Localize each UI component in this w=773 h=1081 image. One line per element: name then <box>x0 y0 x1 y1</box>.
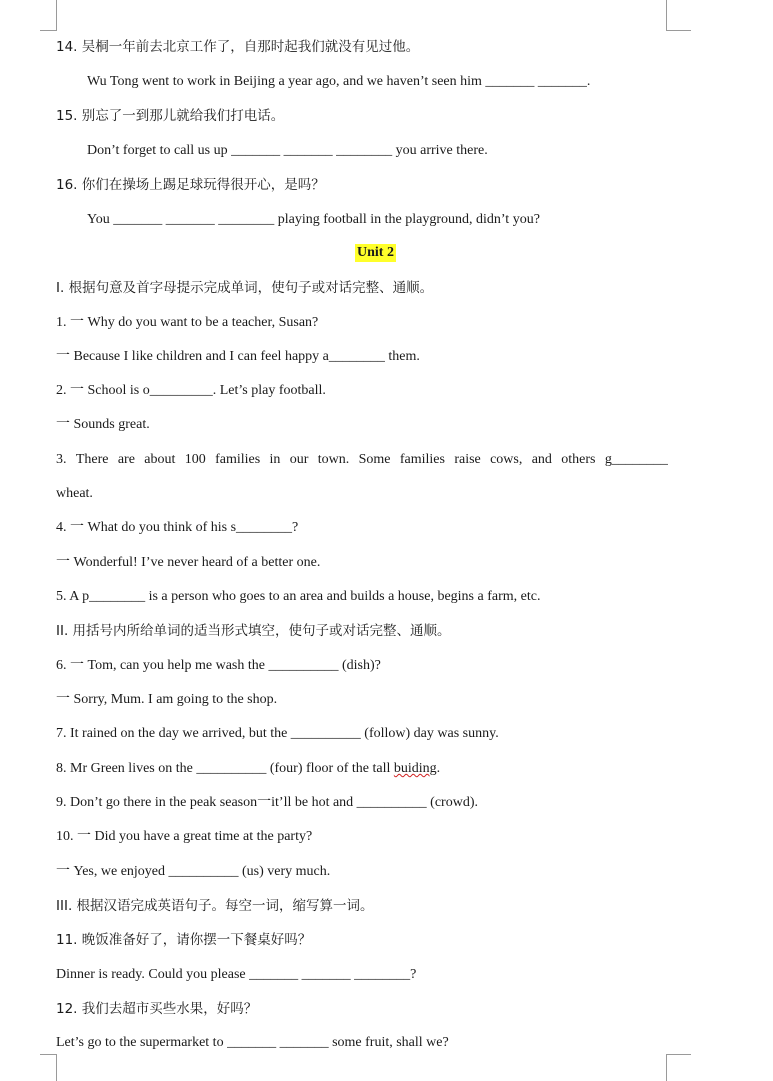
q3-word: families <box>399 452 445 467</box>
q12-english: Let’s go to the supermarket to _______ _______ some fruit, shall we? <box>56 1035 449 1050</box>
q3-word: town. <box>317 452 350 467</box>
q15-english: Don’t forget to call us up _______ _______ ________ you arrive there. <box>87 143 488 158</box>
crop-mark-top-left <box>40 0 57 31</box>
q6-line1: 6. 一 Tom, can you help me wash the __________ (dish)? <box>56 658 381 673</box>
q3-word: families <box>215 452 261 467</box>
q2-line2: 一 Sounds great. <box>56 417 150 432</box>
q9-line: 9. Don’t go there in the peak season一it’ll be hot and __________ (crowd). <box>56 795 478 810</box>
q11-chinese: 11. 晚饭准备好了，请你摆一下餐桌好吗？ <box>56 932 312 948</box>
q3-word: g________ <box>604 452 668 467</box>
q8-text: 8. Mr Green lives on the __________ (four) floor of the tall <box>56 761 394 776</box>
q15-chinese: 15. 别忘了一到那儿就给我们打电话。 <box>56 108 285 124</box>
q2-line1: 2. 一 School is o_________. Let’s play football. <box>56 383 326 398</box>
q3-word: Some <box>358 452 391 467</box>
q3-word: others <box>561 452 596 467</box>
q3-word: cows, <box>490 452 523 467</box>
q10-line2: 一 Yes, we enjoyed __________ (us) very much. <box>56 864 331 879</box>
unit-title: Unit 2 <box>357 245 394 260</box>
q10-line1: 10. 一 Did you have a great time at the party? <box>56 829 313 844</box>
q3-word: are <box>117 452 135 467</box>
q3-word: 100 <box>184 452 206 467</box>
crop-mark-bottom-left <box>40 1054 57 1081</box>
q7-line: 7. It rained on the day we arrived, but the __________ (follow) day was sunny. <box>56 726 499 741</box>
q3-line1 <box>56 451 668 469</box>
q12-chinese: 12. 我们去超市买些水果，好吗？ <box>56 1001 258 1017</box>
part1-heading: I. 根据句意及首字母提示完成单词，使句子或对话完整、通顺。 <box>56 280 434 296</box>
q1-line1: 1. 一 Why do you want to be a teacher, Susan? <box>56 315 319 330</box>
part3-heading: III. 根据汉语完成英语句子。每空一词，缩写算一词。 <box>56 898 374 914</box>
q1-line2: 一 Because I like children and I can feel happy a________ them. <box>56 349 420 364</box>
q8-misspelled-word: buiding <box>393 761 437 776</box>
q3-word: 3. <box>56 452 67 467</box>
crop-mark-bottom-right <box>666 1054 691 1081</box>
part2-heading: II. 用括号内所给单词的适当形式填空，使句子或对话完整、通顺。 <box>56 623 451 639</box>
q4-line2: 一 Wonderful! I’ve never heard of a better one. <box>56 555 321 570</box>
q14-chinese: 14. 吴桐一年前去北京工作了，自那时起我们就没有见过他。 <box>56 39 420 55</box>
q4-line1: 4. 一 What do you think of his s________? <box>56 520 299 535</box>
q3-word: There <box>75 452 109 467</box>
q8-period: . <box>436 761 441 776</box>
q3-word: our <box>289 452 309 467</box>
q8-line <box>56 760 440 778</box>
q11-english: Dinner is ready. Could you please _______ _______ ________? <box>56 967 417 982</box>
q3-word: about <box>144 452 176 467</box>
q16-chinese: 16. 你们在操场上踢足球玩得很开心，是吗？ <box>56 177 325 193</box>
q5-line: 5. A p________ is a person who goes to an area and builds a house, begins a farm, etc. <box>56 589 541 604</box>
q14-english: Wu Tong went to work in Beijing a year ago, and we haven’t seen him _______ _______. <box>87 74 591 89</box>
q3-word: in <box>269 452 281 467</box>
q3-line2: wheat. <box>56 486 93 501</box>
q3-word: and <box>531 452 552 467</box>
q3-word: raise <box>454 452 481 467</box>
crop-mark-top-right <box>666 0 691 31</box>
q6-line2: 一 Sorry, Mum. I am going to the shop. <box>56 692 278 707</box>
q16-english: You _______ _______ ________ playing football in the playground, didn’t you? <box>87 212 540 227</box>
